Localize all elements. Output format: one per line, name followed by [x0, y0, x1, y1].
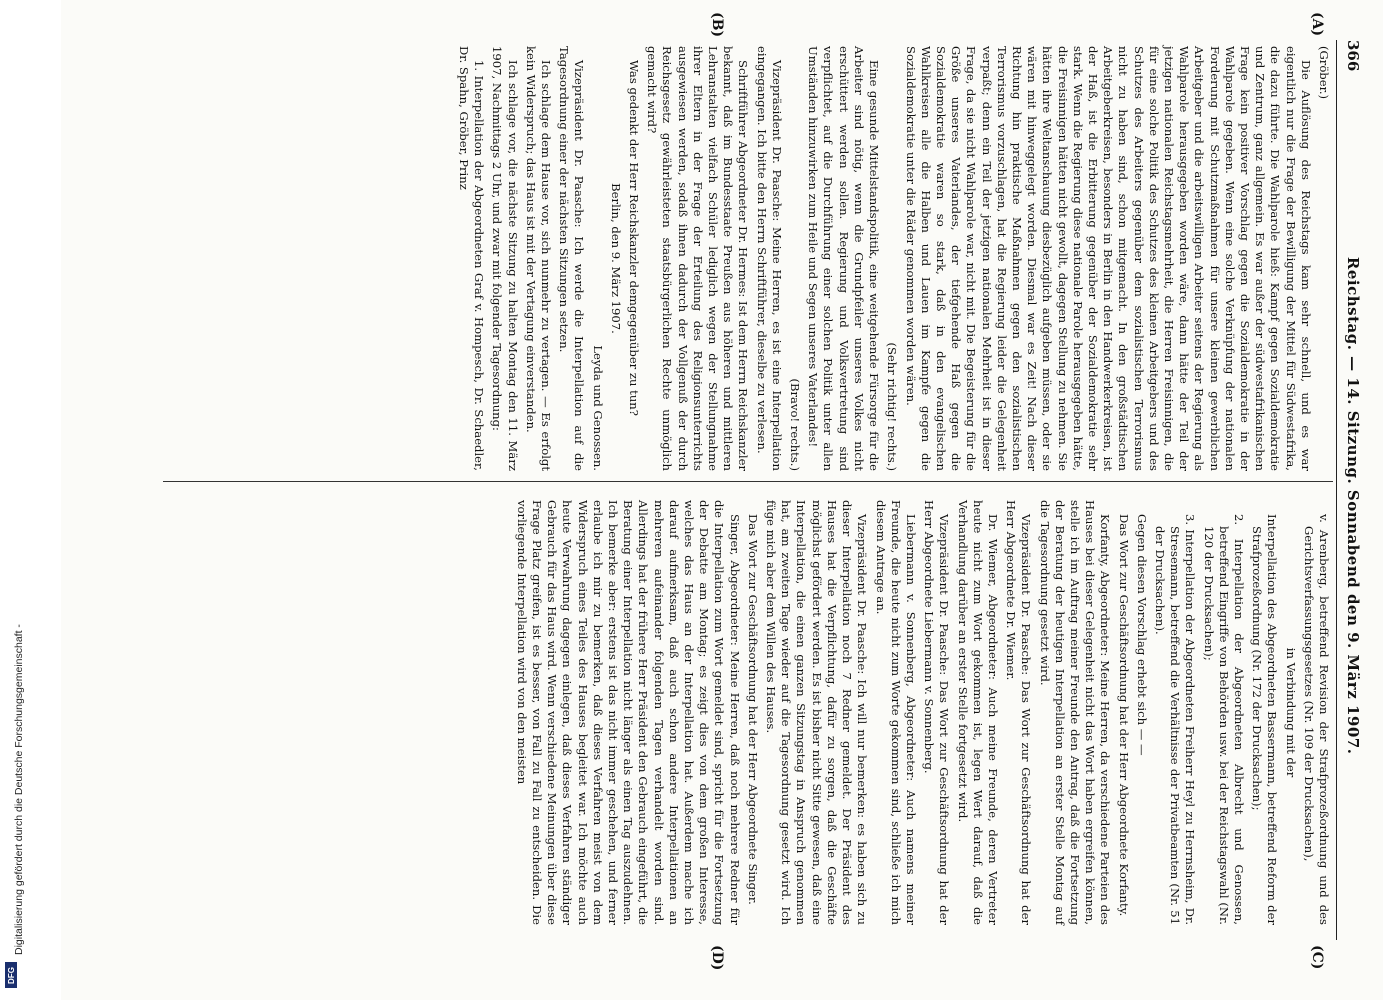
- page-number: 366: [1344, 40, 1362, 72]
- paragraph: Liebermann v. Sonnenberg, Abgeordneter: Auch namens meiner Freunde, die heute nicht zum Worte gekommen sind, schließe ich mich diesem Antrage an.: [873, 500, 918, 925]
- paragraph: Die Auflösung des Reichstags kam sehr schnell, und es war eigentlich nur die Frage der Bewilligung der Mittel für Südwestafrika, die dazu führte. Die Wahlparole hieß: Kampf gegen Sozialdemokratie und Zentrum, ganz allgemein. Es war außer der südwestafrikanischen Frage kein positiver Vorschlag gegen die Sozialdemokratie in der Wahlparole gegeben. Wenn eine solche Verknüpfung der nationalen Forderung mit Schutzmaßnahmen für unsere kleinen gewerblichen Arbeitgeber und die arbeitswilligen Arbeiter seitens der Regierung als Wahlparole herausgegeben worden wäre, dann hätte der Teil der jetzigen nationalen Reichstagsmehrheit, die Herren Freisinnigen, die für eine solche Politik des Schutzes des kleinen Arbeitgebers und des Schutzes des Arbeiters gegenüber dem sozialistischen Terrorismus nicht zu haben sind, schon mitgemacht. In den großstädtischen Arbeitgeberkreisen, besonders in Berlin in den Handwerkerkreisen, ist der Haß, ist die Erbitterung gegenüber der Sozialdemokratie sehr stark. Wenn die Regierung diese nationale Parole herausgegeben hätte, die Freisinnigen hätten nicht gewollt, dagegen Stellung zu nehmen. Sie hätten ihre Weltanschauung diesbezüglich aufgeben müssen, oder sie wären mit hinweggelegt worden. Diesmal war es Zeit! Nach dieser Richtung hin praktische Maßnahmen gegen den sozialistischen Terrorismus vorzuschlagen, hat die Regierung leider die Gelegenheit verpaßt; denn ein Teil der jetzigen nationalen Mehrheit ist in dieser Frage, da sie nicht Wahlparole war, nicht mit. Die Begeisterung für die Größe unseres Vaterlandes, der tiefgehende Haß gegen die Sozialdemokratie waren so stark, daß in den evangelischen Wahlkreisen alle die Halben und Lauen im Kampfe gegen die Sozialdemokratie unter die Räder genommen worden wären.: [903, 46, 1313, 471]
- running-title: Reichstag. — 14. Sitzung. Sonnabend den 9. März 1907.: [1344, 256, 1362, 755]
- paragraph: Das Wort zur Geschäftsordnung hat der Herr Abgeordnete Korfanty.: [1116, 514, 1131, 917]
- paragraph: Gegen diesen Vorschlag erhebt sich — —: [1134, 514, 1149, 756]
- paragraph: Vizepräsident Dr. Paasche: Ich werde die Interpellation auf die Tagesordnung einer der nächsten Sitzungen setzen.: [557, 46, 587, 471]
- agenda-item: 1. Interpellation der Abgeordneten Graf v. Hompesch, Dr. Schaedler, Dr. Spahn, Gröber, Prinz: [457, 46, 487, 471]
- paragraph: Korfanty, Abgeordneter: Meine Herren, da verschiedene Parteien des Hauses bei dieser Gelegenheit nicht das Wort haben ergreifen können, stelle ich im Auftrag meiner Freunde den Antrag, daß die Fortsetzung der Beratung der heutigen Interpellation an erster Stelle Montag auf die Tagesordnung gesetzt wird.: [1037, 500, 1113, 925]
- funding-credit: Digitalisierung gefördert durch die Deutsche Forschungsgemeinschaft -: [13, 624, 25, 955]
- agenda-connector: in Verbindung mit der: [1283, 647, 1298, 778]
- margin-letter-b: (B): [709, 12, 725, 38]
- paragraph: Dr. Wiemer, Abgeordneter: Auch meine Freunde, deren Vertreter heute nicht zum Wort gekommen ist, legen Wert darauf, daß die Verhandlung darüber an erster Stelle fortgesetzt wird.: [955, 500, 1000, 925]
- page-header: [1341, 40, 1365, 940]
- paragraph: Was gedenkt der Herr Reichskanzler demgegenüber zu tun?: [627, 60, 642, 416]
- agenda-item: 3. Interpellation der Abgeordneten Freiherr Heyl zu Herrnsheim, Dr. Stresemann, betreffend die Verhältnisse der Privatbeamten (Nr. 51 der Drucksachen).: [1152, 514, 1198, 925]
- interjection: (Bravo! rechts.): [788, 378, 803, 471]
- agenda-item: Interpellation des Abgeordneten Bassermann, betreffend Reform der Strafprozeßordnung (Nr. 172 der Drucksachen);: [1250, 514, 1280, 925]
- paragraph: Singer, Abgeordneter: Meine Herren, daß noch mehrere Redner für die Interpellation zum Wort gemeldet sind, spricht für die Fortsetzung der Debatte am Montag; es zeigt dies von dem großen Interesse, welches das Haus an der Interpellation hat. Außerdem mache ich darauf aufmerksam, daß auch schon andere Interpellationen an mehreren aufeinander folgenden Tagen verhandelt worden sind. Allerdings hat der frühere Herr Präsident den Gebrauch eingeführt, die Beratung einer Interpellation nicht länger als einen Tag auszudehnen. Ich bemerke aber: erstens ist das nicht immer geschehen, und ferner erlaube ich mir zu bemerken, daß dieses Verfahren meist von dem Widerspruch eines Teiles des Hauses begleitet war. Ich möchte auch heute Verwahrung dagegen einlegen, daß dieses Verfahren ständiger Gebrauch für das Haus wird. Wenn verschiedene Meinungen über diese Frage Platz greifen, ist es besser, von Fall zu Fall zu entscheiden. Die vorliegende Interpellation wird von den meisten: [514, 500, 742, 925]
- paragraph: Ich schlage vor, die nächste Sitzung zu halten Montag den 11. März 1907, Nachmittags 2 Uhr, und zwar mit folgender Tagesordnung:: [490, 46, 520, 471]
- dfg-logo-text: DFG: [6, 966, 16, 984]
- paragraph: Vizepräsident Dr. Paasche: Ich will nur bemerken: es haben sich zu dieser Interpellation noch 7 Redner gemeldet. Der Präsident des Hauses hat die Verpflichtung, dafür zu sorgen, daß die Geschäfte möglichst gefördert werden. Es ist bisher nicht Sitte gewesen, daß eine Interpellation, die einen ganzen Sitzungstag in Anspruch genommen hat, am zweiten Tage wieder auf die Tagesordnung gesetzt wird. Ich füge mich aber dem Willen des Hauses.: [764, 500, 870, 925]
- paragraph: Vizepräsident Dr. Paasche: Das Wort zur Geschäftsordnung hat der Herr Abgeordnete Liebermann v. Sonnenberg.: [922, 500, 952, 925]
- agenda-item: 2. Interpellation der Abgeordneten Albrecht und Genossen, betreffend Eingriffe von Behörden usw. bei der Reichstagswahl (Nr. 120 der Drucksachen);: [1201, 514, 1246, 925]
- header-rule: [1336, 40, 1337, 940]
- dfg-logo-icon: [5, 962, 17, 988]
- dateline: Berlin, den 9. März 1907.: [608, 183, 623, 334]
- margin-letter-d: (D): [709, 945, 725, 971]
- signature-line: Leyda und Genossen.: [590, 345, 605, 471]
- left-column: [453, 46, 1331, 471]
- right-column: [511, 500, 1331, 925]
- margin-letter-c: (C): [1309, 945, 1325, 970]
- column-divider: [163, 481, 1333, 482]
- paragraph: Das Wort zur Geschäftsordnung hat der Herr Abgeordnete Singer.: [745, 514, 760, 905]
- speaker-label: (Gröber.): [1317, 46, 1331, 100]
- rotated-page-content: [61, 0, 1383, 1000]
- paragraph: Schriftführer Abgeordneter Dr. Hermes: Ist dem Herrn Reichskanzler bekannt, daß im Bundesstaate Preußen aus höheren und mittleren Lehranstalten vielfach Schüler lediglich wegen der Stellungnahme ihrer Eltern in der Frage der Erteilung des Religionsunterrichts ausgewiesen werden, sodaß ihnen dadurch der Vollgenuß der durch Reichsgesetz gewährleisteten staatsbürgerlichen Rechte unmöglich gemacht wird?: [645, 46, 751, 471]
- paragraph: Ich schlage dem Hause vor, sich nunmehr zu vertagen. — Es erfolgt kein Widerspruch; das Haus ist mit der Vertagung einverstanden.: [523, 46, 554, 471]
- interjection: (Sehr richtig! rechts.): [885, 342, 900, 471]
- agenda-item: v. Arenberg, betreffend Revision der Strafprozeßordnung und des Gerichtsverfassungsgesetzes (Nr. 109 der Drucksachen),: [1301, 514, 1331, 925]
- digitization-sidebar: [0, 0, 61, 1000]
- margin-letter-a: (A): [1309, 12, 1325, 37]
- scanned-page: [61, 0, 1383, 1000]
- paragraph: Vizepräsident Dr. Paasche: Meine Herren, es ist eine Interpellation eingegangen. Ich bitte den Herrn Schriftführer, dieselbe zu verlesen.: [754, 46, 784, 471]
- paragraph: Vizepräsident Dr. Paasche: Das Wort zur Geschäftsordnung hat der Herr Abgeordnete Dr. Wiemer.: [1004, 500, 1034, 925]
- paragraph: Eine gesunde Mittelstandspolitik, eine weitgehende Fürsorge für die Arbeiter sind nötig, wenn die Grundpfeiler unseres Volkes nicht erschüttert werden sollen. Regierung und Volksvertretung sind verpflichtet, auf die Durchführung einer solchen Politik unter allen Umständen hinzuwirken zum Heile und Segen unseres Vaterlandes!: [806, 46, 882, 471]
